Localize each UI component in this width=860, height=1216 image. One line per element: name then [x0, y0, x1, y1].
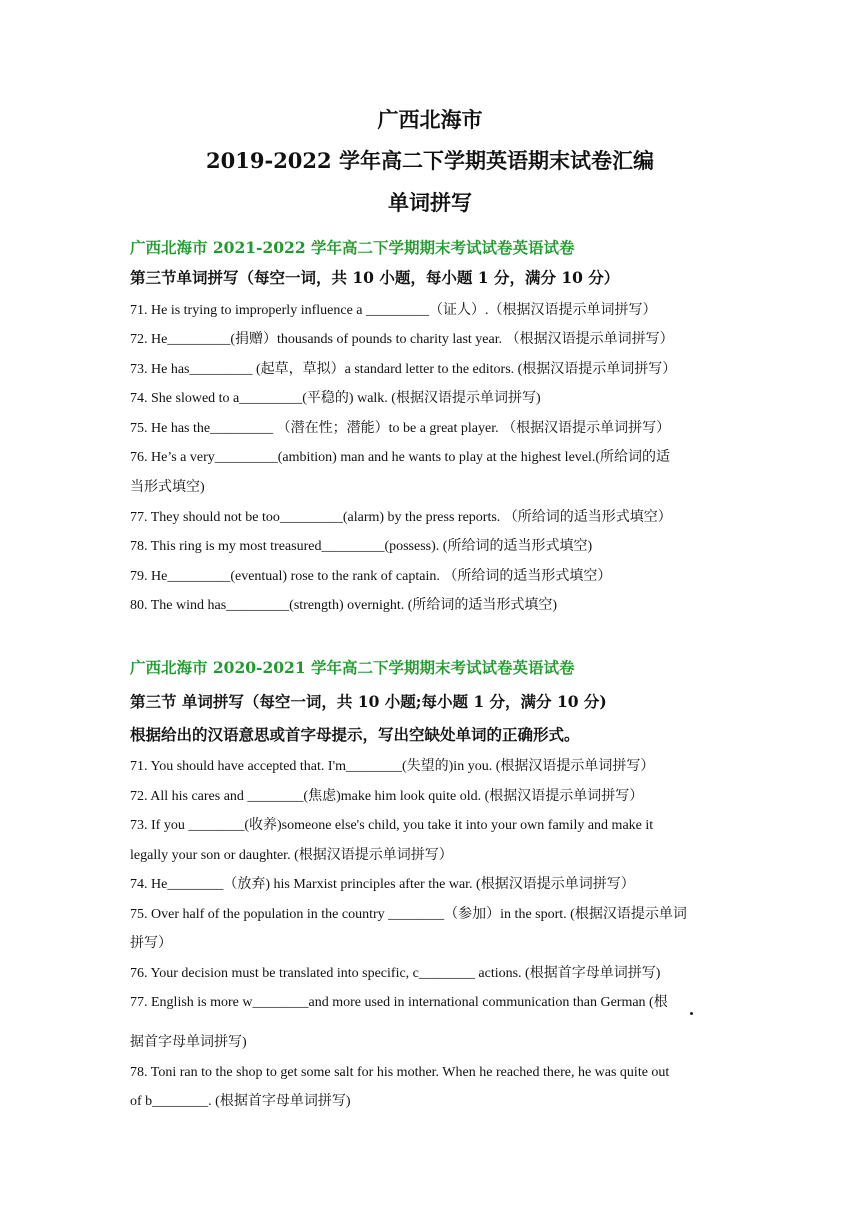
section1-subheading: 第三节单词拼写（每空一词，共 10 小题，每小题 1 分，满分 10 分） [130, 268, 620, 287]
question-line: 78. Toni ran to the shop to get some salt for his mother. When he reached there, he was quite out [130, 1065, 670, 1080]
question-line: 80. The wind has_________(strength) overnight. (所给词的适当形式填空) [130, 598, 558, 613]
question-line: 76. He’s a very_________(ambition) man and he wants to play at the highest level.(所给词的适 [130, 450, 671, 465]
doc-title-region: 广西北海市 [377, 107, 483, 132]
question-line: 77. They should not be too_________(alarm) by the press reports. （所给词的适当形式填空） [130, 510, 672, 525]
question-line: 73. He has_________ (起草，草拟）a standard letter to the editors. (根据汉语提示单词拼写） [130, 362, 677, 377]
question-line: 71. You should have accepted that. I'm________(失望的)in you. (根据汉语提示单词拼写） [130, 759, 655, 774]
stray-dot [690, 1012, 693, 1015]
question-line: 75. Over half of the population in the country ________（参加）in the sport. (根据汉语提示单词 [130, 907, 687, 922]
question-line: 78. This ring is my most treasured_________(possess). (所给词的适当形式填空) [130, 539, 593, 554]
question-line: 74. She slowed to a_________(平稳的) walk. (根据汉语提示单词拼写) [130, 391, 541, 406]
doc-title-years: 2019-2022 学年高二下学期英语期末试卷汇编 [206, 148, 654, 173]
question-line: 72. He_________(捐赠）thousands of pounds to charity last year. （根据汉语提示单词拼写） [130, 332, 674, 347]
question-line: 79. He_________(eventual) rose to the rank of captain. （所给词的适当形式填空） [130, 569, 612, 584]
question-line: 71. He is trying to improperly influence a _________（证人）.（根据汉语提示单词拼写） [130, 303, 657, 318]
question-line: 74. He________（放弃) his Marxist principles after the war. (根据汉语提示单词拼写） [130, 877, 635, 892]
section2-heading: 广西北海市 2020-2021 学年高二下学期期末考试试卷英语试卷 [130, 658, 575, 677]
question-line: 76. Your decision must be translated into specific, c________ actions. (根据首字母单词拼写) [130, 966, 661, 981]
question-line: 据首字母单词拼写) [130, 1035, 247, 1050]
question-line: 77. English is more w________and more used in international communication than German (根 [130, 995, 668, 1010]
question-line: 72. All his cares and ________(焦虑)make him look quite old. (根据汉语提示单词拼写） [130, 789, 644, 804]
question-line: 当形式填空) [130, 480, 205, 495]
question-line: 73. If you ________(收养)someone else's child, you take it into your own family and make it [130, 818, 654, 833]
section2-instruction: 根据给出的汉语意思或首字母提示，写出空缺处单词的正确形式。 [130, 725, 580, 744]
section1-heading: 广西北海市 2021-2022 学年高二下学期期末考试试卷英语试卷 [130, 238, 575, 257]
question-line: legally your son or daughter. (根据汉语提示单词拼写） [130, 848, 453, 863]
question-line: 拼写） [130, 936, 172, 951]
question-line: of b________. (根据首字母单词拼写) [130, 1094, 351, 1109]
question-line: 75. He has the_________ （潜在性；潜能）to be a great player. （根据汉语提示单词拼写） [130, 421, 671, 436]
section2-subheading: 第三节 单词拼写（每空一词，共 10 小题;每小题 1 分，满分 10 分) [130, 692, 607, 711]
doc-title-topic: 单词拼写 [388, 190, 472, 215]
